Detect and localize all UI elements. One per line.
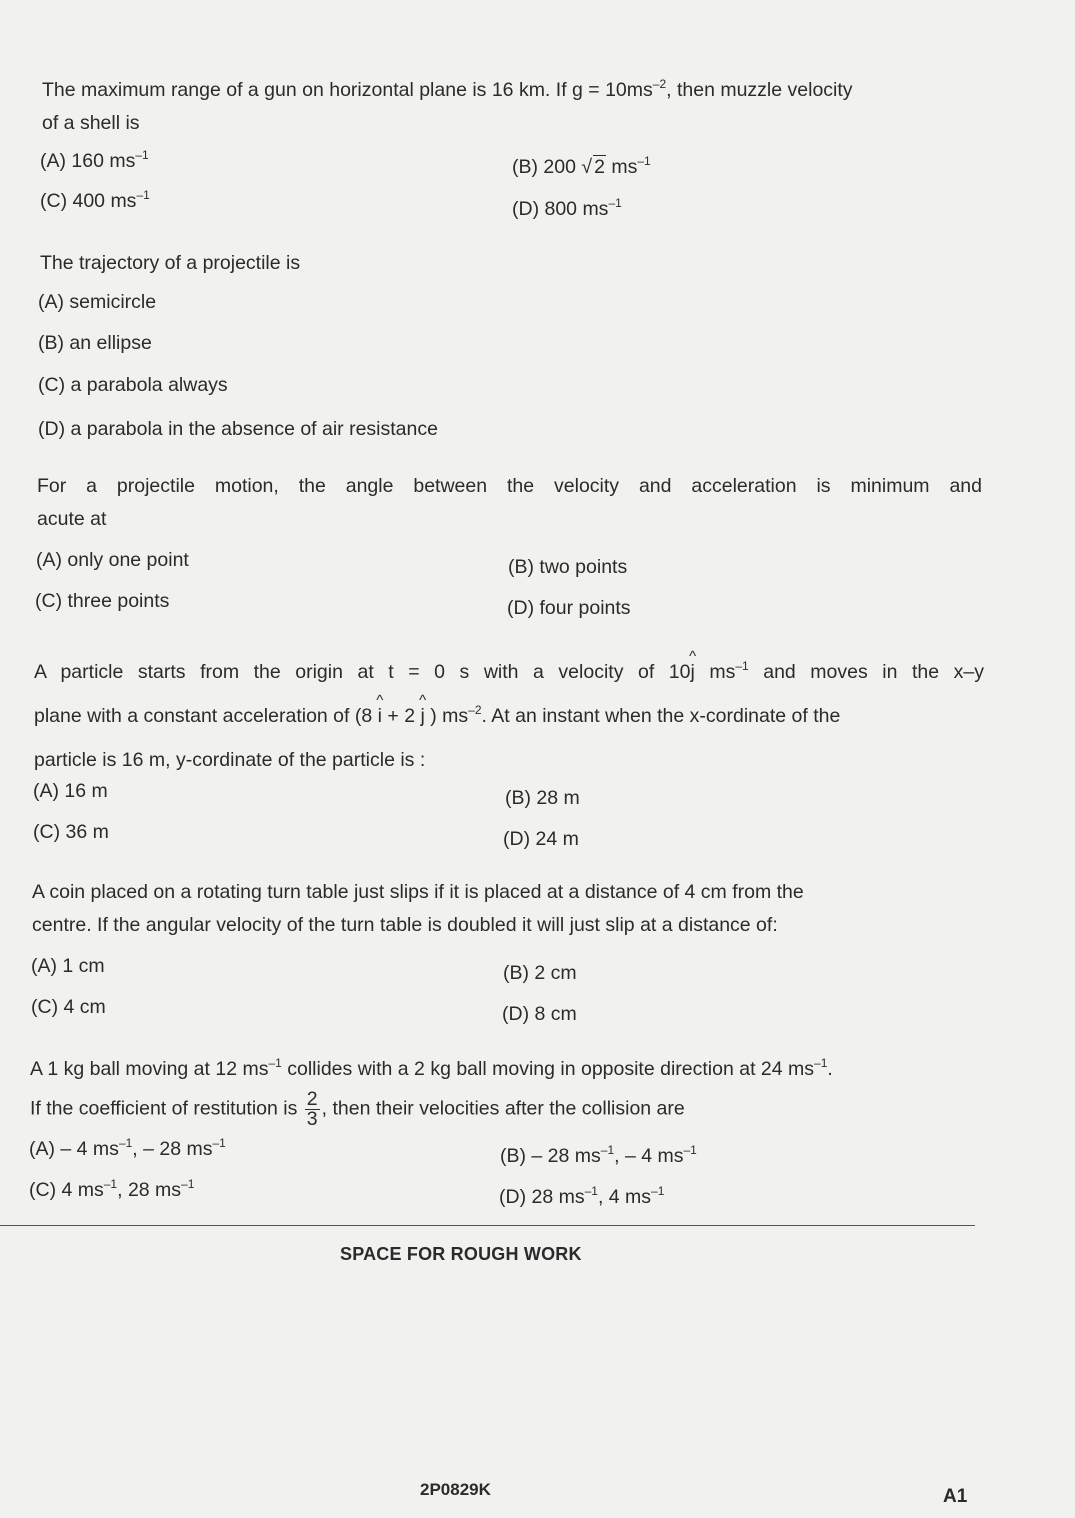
option-c: (C) 4 $ms^{-1}$, 28 $ms^{-1}$ <box>29 1177 195 1201</box>
question-stem: The trajectory of a projectile is <box>40 252 301 274</box>
option-b: (B) 2 cm <box>503 962 577 984</box>
option-c: (C) a parabola always <box>38 374 228 396</box>
option-b: (B) 200 √ 2 $ms^{-1}$ <box>512 154 651 178</box>
option-d: (D) 28 $ms^{-1}$, 4 $ms^{-1}$ <box>499 1184 665 1208</box>
option-a: (A) 160 $ms^{-1}$ <box>40 148 149 172</box>
option-c: (C) 400 $ms^{-1}$ <box>40 188 150 212</box>
question-stem: For a projectile motion, the angle between the velocity and acceleration is minimum and acute at <box>37 475 982 530</box>
divider-line <box>0 1225 975 1226</box>
question-stem: The maximum range of a gun on horizontal plane is 16 km. If $g = 10ms^{-2}$, then muzzle velocity of a shell is <box>42 77 853 134</box>
option-d: (D) 24 m <box>503 828 579 850</box>
option-a: (A) 16 m <box>33 780 108 802</box>
unit-vector-j: ^ j <box>420 694 424 738</box>
option-d: (D) a parabola in the absence of air resistance <box>38 418 438 440</box>
question-stem: A 1 kg ball moving at 12 $ms^{-1}$ collides with a 2 kg ball moving in opposite direction at 24 $ms^{-1}$. If the coefficient of restitution is $\frac{2}{3}$ , then their velocities after the collision are <box>30 1056 833 1130</box>
option-a: (A) 1 cm <box>31 955 105 977</box>
option-b: (B) an ellipse <box>38 332 152 354</box>
option-a: (A) only one point <box>36 549 189 571</box>
option-b: (B) 28 m <box>505 787 580 809</box>
option-b: (B) – 28 $ms^{-1}$, – 4 $ms^{-1}$ <box>500 1143 697 1167</box>
fraction: $\frac{2}{3}$ <box>306 1088 318 1130</box>
unit-vector-j: ^ j <box>690 650 694 694</box>
option-a: (A) semicircle <box>38 291 157 313</box>
sqrt-radicand: 2 <box>594 156 605 178</box>
option-c: (C) 36 m <box>33 821 109 843</box>
page-number: A1 <box>943 1486 968 1507</box>
option-d: (D) 8 cm <box>502 1003 577 1025</box>
rough-work-label: SPACE FOR ROUGH WORK <box>340 1244 582 1264</box>
unit-vector-i: ^ i <box>378 694 382 738</box>
option-a: (A) – 4 $ms^{-1}$, – 28 $ms^{-1}$ <box>29 1136 226 1160</box>
question-stem: A particle starts from the origin at t = 0 s with a velocity of 10^ j $ms^{-1}$ and moves in the x–y plane with a constant acceleration of (8 ^ i + 2 ^ j ) $ms^{-2}$. At an instant when the x-cordinate of the particle is 16 m, y-cordinate of the particle is : <box>34 650 984 782</box>
option-b: (B) two points <box>508 556 628 578</box>
option-d: (D) 800 $ms^{-1}$ <box>512 196 622 220</box>
question-stem: A coin placed on a rotating turn table just slips if it is placed at a distance of 4 cm from the centre. If the angular velocity of the turn table is doubled it will just slip at a distance of: <box>32 881 804 936</box>
option-d: (D) four points <box>507 597 631 619</box>
option-c: (C) three points <box>35 590 170 612</box>
paper-code: 2P0829K <box>420 1480 491 1499</box>
option-c: (C) 4 cm <box>31 996 106 1018</box>
